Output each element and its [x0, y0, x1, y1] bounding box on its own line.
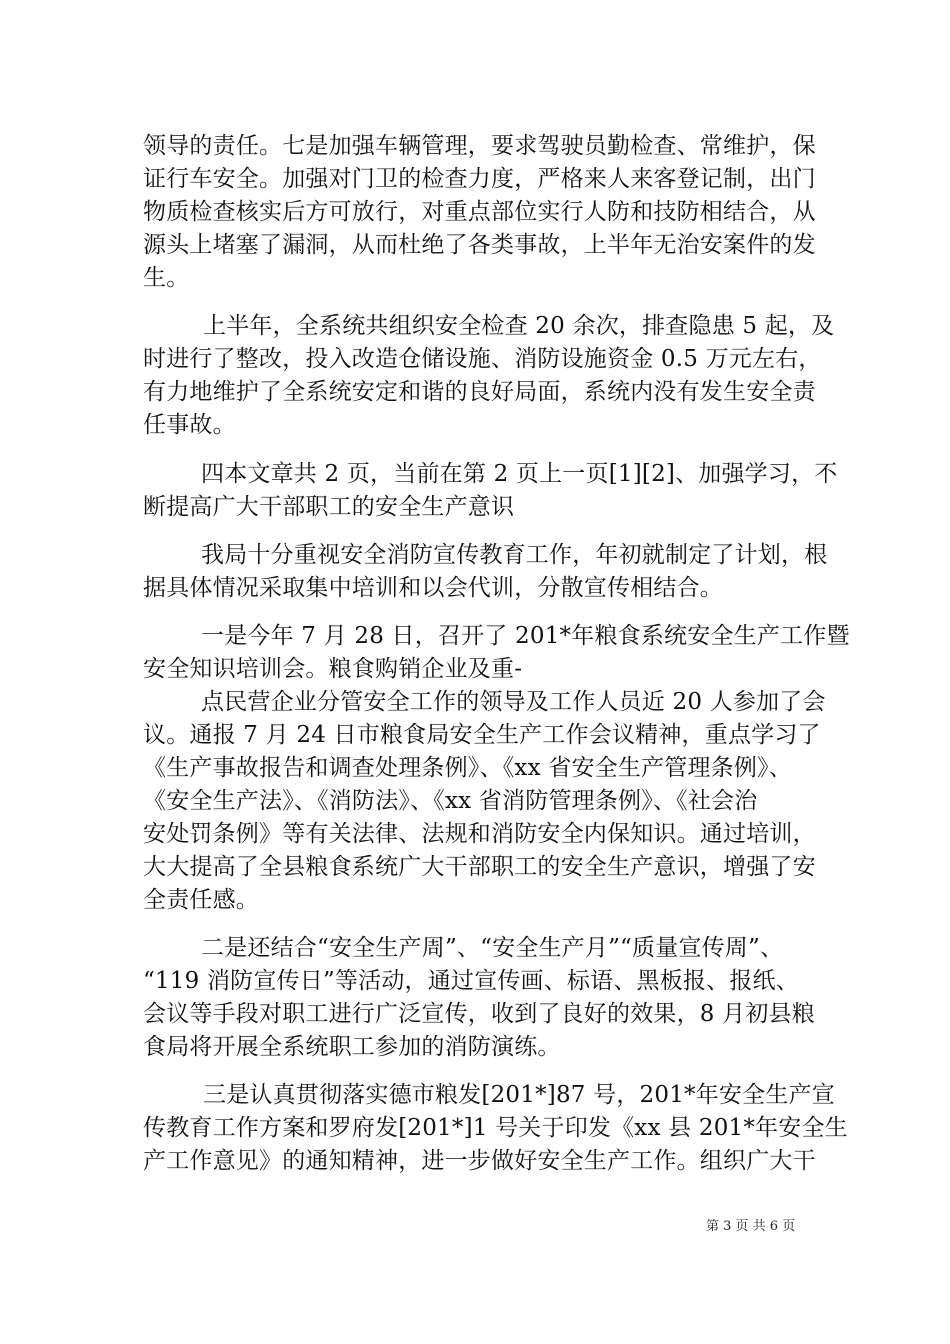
body-text-line: 断提高广大干部职工的安全生产意识: [143, 494, 515, 520]
page-number-footer: 第 3 页 共 6 页: [706, 1219, 796, 1234]
body-text-line: 生。: [143, 265, 190, 291]
body-text-line: 安处罚条例》等有关法律、法规和消防安全内保知识。通过培训，: [143, 821, 816, 847]
paragraph-start-line: 三是认真贯彻落实德市粮发[201*]87 号，201*年安全生产宣: [203, 1082, 835, 1108]
body-text-line: 《生产事故报告和调查处理条例》、《xx 省安全生产管理条例》、: [143, 755, 792, 781]
paragraph-start-line: 一是今年 7 月 28 日，召开了 201*年粮食系统安全生产工作暨: [201, 623, 850, 649]
body-text-line: 证行车安全。加强对门卫的检查力度，严格来人来客登记制，出门: [143, 166, 816, 192]
body-text-line: 大大提高了全县粮食系统广大干部职工的安全生产意识，增强了安: [143, 854, 816, 880]
body-text-line: 据具体情况采取集中培训和以会代训，分散宣传相结合。: [143, 575, 723, 601]
body-text-line: 《安全生产法》、《消防法》、《xx 省消防管理条例》、《社会治: [143, 788, 758, 814]
body-text-line: 传教育工作方案和罗府发[201*]1 号关于印发《xx 县 201*年安全生: [143, 1115, 848, 1141]
body-text-line: 物质检查核实后方可放行，对重点部位实行人防和技防相结合，从: [143, 199, 816, 225]
body-text-line: 领导的责任。七是加强车辆管理，要求驾驶员勤检查、常维护，保: [143, 133, 816, 159]
paragraph-start-line: 点民营企业分管安全工作的领导及工作人员近 20 人参加了会: [201, 689, 826, 715]
body-text-line: 全责任感。: [143, 887, 259, 913]
body-text-line: 时进行了整改，投入改造仓储设施、消防设施资金 0.5 万元左右，: [143, 346, 822, 372]
body-text-line: 源头上堵塞了漏洞，从而杜绝了各类事故，上半年无治安案件的发: [143, 232, 816, 258]
paragraph-start-line: 上半年，全系统共组织安全检查 20 余次，排查隐患 5 起，及: [203, 313, 835, 339]
body-text-line: “119 消防宣传日”等活动，通过宣传画、标语、黑板报、报纸、: [143, 968, 799, 994]
paragraph-start-line: 四本文章共 2 页，当前在第 2 页上一页[1][2]、加强学习，不: [201, 461, 838, 487]
body-text-line: 会议等手段对职工进行广泛宣传，收到了良好的效果，8 月初县粮: [143, 1001, 815, 1027]
body-text-line: 安全知识培训会。粮食购销企业及重-: [143, 656, 523, 682]
body-text-line: 任事故。: [143, 412, 236, 438]
body-text-line: 有力地维护了全系统安定和谐的良好局面，系统内没有发生安全责: [143, 379, 816, 405]
paragraph-start-line: 二是还结合“安全生产周”、“安全生产月”“质量宣传周”、: [201, 935, 784, 961]
paragraph-start-line: 我局十分重视安全消防宣传教育工作，年初就制定了计划，根: [201, 542, 828, 568]
body-text-line: 议。通报 7 月 24 日市粮食局安全生产工作会议精神，重点学习了: [143, 722, 821, 748]
body-text-line: 食局将开展全系统职工参加的消防演练。: [143, 1034, 561, 1060]
body-text-line: 产工作意见》的通知精神，进一步做好安全生产工作。组织广大干: [143, 1148, 816, 1174]
